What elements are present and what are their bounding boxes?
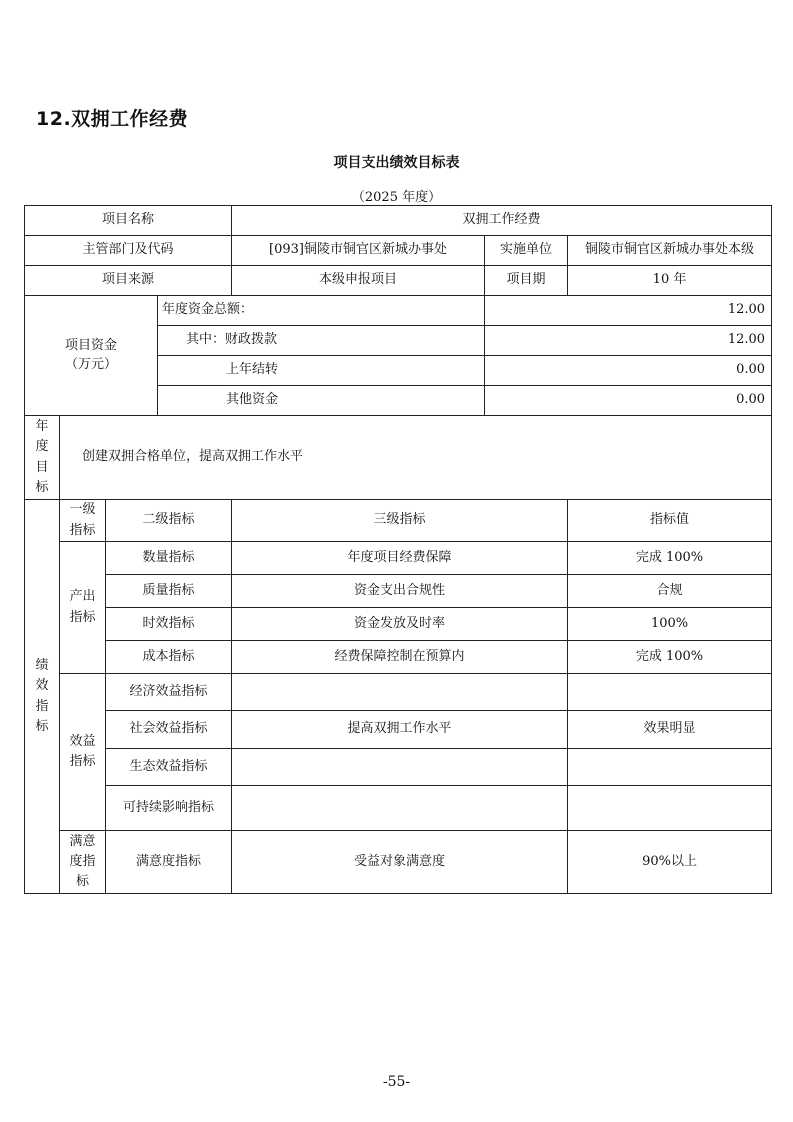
annual-goal-char: 目 — [35, 459, 49, 475]
output-level2: 成本指标 — [106, 641, 232, 674]
benefit-level3 — [232, 674, 568, 711]
output-level3: 经费保障控制在预算内 — [232, 641, 568, 674]
benefit-label-line: 效益 — [69, 733, 96, 749]
row-department — [25, 236, 772, 266]
benefit-value — [568, 674, 772, 711]
funds-other-label: 其他资金 — [158, 386, 485, 416]
output-level2: 数量指标 — [106, 542, 232, 575]
output-level3: 资金发放及时率 — [232, 608, 568, 641]
row-benefit-economic — [25, 674, 772, 711]
project-period-label: 项目期 — [485, 266, 568, 296]
performance-goal-table — [24, 205, 772, 894]
table-title: 项目支出绩效目标表 — [333, 155, 460, 171]
output-value: 完成 100% — [568, 641, 772, 674]
benefit-level2: 可持续影响指标 — [106, 786, 232, 831]
annual-goal-char: 标 — [35, 479, 49, 495]
implementing-unit-value: 铜陵市铜官区新城办事处本级 — [568, 236, 772, 266]
satisfaction-level2: 满意度指标 — [106, 831, 232, 894]
benefit-value — [568, 749, 772, 786]
output-level3: 年度项目经费保障 — [232, 542, 568, 575]
section-heading: 12.双拥工作经费 — [36, 108, 189, 130]
output-indicator-label — [60, 542, 106, 674]
row-satisfaction — [25, 831, 772, 894]
level3-header: 三级指标 — [232, 500, 568, 542]
project-source-label: 项目来源 — [25, 266, 232, 296]
row-annual-goal — [25, 416, 772, 500]
benefit-level3: 提高双拥工作水平 — [232, 711, 568, 749]
benefit-label-line: 指标 — [69, 754, 96, 769]
row-benefit-ecological — [25, 749, 772, 786]
performance-label — [25, 500, 60, 894]
benefit-level2: 生态效益指标 — [106, 749, 232, 786]
row-output-timeliness — [25, 608, 772, 641]
performance-char: 效 — [35, 678, 49, 694]
funds-label — [25, 296, 158, 416]
performance-char: 绩 — [35, 658, 49, 674]
satisfaction-label-line: 满意 — [69, 833, 96, 849]
row-benefit-social — [25, 711, 772, 749]
level1-header-line: 一级 — [69, 502, 96, 518]
annual-goal-char: 年 — [35, 419, 49, 435]
row-output-quantity — [25, 542, 772, 575]
row-output-cost — [25, 641, 772, 674]
satisfaction-level3: 受益对象满意度 — [232, 831, 568, 894]
benefit-indicator-label — [60, 674, 106, 831]
project-name-value: 双拥工作经费 — [232, 206, 772, 236]
annual-goal-label — [25, 416, 60, 500]
funds-other-value: 0.00 — [485, 386, 772, 416]
department-value: [093]铜陵市铜官区新城办事处 — [232, 236, 485, 266]
funds-label-line2: （万元） — [64, 356, 117, 372]
satisfaction-label-line: 度指 — [69, 853, 96, 869]
year-label: （2025 年度） — [351, 190, 442, 205]
value-header: 指标值 — [568, 500, 772, 542]
benefit-level3 — [232, 786, 568, 831]
funds-label-line1: 项目资金 — [64, 337, 117, 353]
project-source-value: 本级申报项目 — [232, 266, 485, 296]
level1-header — [60, 500, 106, 542]
benefit-level2: 经济效益指标 — [106, 674, 232, 711]
output-level2: 时效指标 — [106, 608, 232, 641]
satisfaction-label-line: 标 — [75, 874, 89, 890]
satisfaction-value: 90%以上 — [568, 831, 772, 894]
benefit-value: 效果明显 — [568, 711, 772, 749]
benefit-level2: 社会效益指标 — [106, 711, 232, 749]
project-name-label: 项目名称 — [25, 206, 232, 236]
funds-total-label: 年度资金总额： — [158, 296, 485, 326]
level2-header: 二级指标 — [106, 500, 232, 542]
funds-carryover-value: 0.00 — [485, 356, 772, 386]
row-output-quality — [25, 575, 772, 608]
implementing-unit-label: 实施单位 — [485, 236, 568, 266]
output-level2: 质量指标 — [106, 575, 232, 608]
department-label: 主管部门及代码 — [25, 236, 232, 266]
satisfaction-indicator-label — [60, 831, 106, 894]
performance-char: 标 — [35, 718, 49, 734]
output-value: 100% — [568, 608, 772, 641]
output-value: 完成 100% — [568, 542, 772, 575]
row-project-name — [25, 206, 772, 236]
page-number: -55- — [382, 1074, 411, 1090]
output-level3: 资金支出合规性 — [232, 575, 568, 608]
row-source — [25, 266, 772, 296]
level1-header-line: 指标 — [69, 522, 96, 538]
project-period-value: 10 年 — [568, 266, 772, 296]
annual-goal-char: 度 — [35, 439, 49, 455]
output-label-line: 指标 — [69, 609, 96, 625]
funds-total-value: 12.00 — [485, 296, 772, 326]
benefit-value — [568, 786, 772, 831]
output-value: 合规 — [568, 575, 772, 608]
annual-goal-text: 创建双拥合格单位，提高双拥工作水平 — [60, 416, 772, 500]
funds-fiscal-label: 其中：财政拨款 — [158, 326, 485, 356]
row-benefit-sustainable — [25, 786, 772, 831]
funds-carryover-label: 上年结转 — [158, 356, 485, 386]
benefit-level3 — [232, 749, 568, 786]
row-funds-total — [25, 296, 772, 326]
row-indicator-header — [25, 500, 772, 542]
funds-fiscal-value: 12.00 — [485, 326, 772, 356]
output-label-line: 产出 — [69, 589, 96, 605]
performance-char: 指 — [35, 698, 49, 714]
